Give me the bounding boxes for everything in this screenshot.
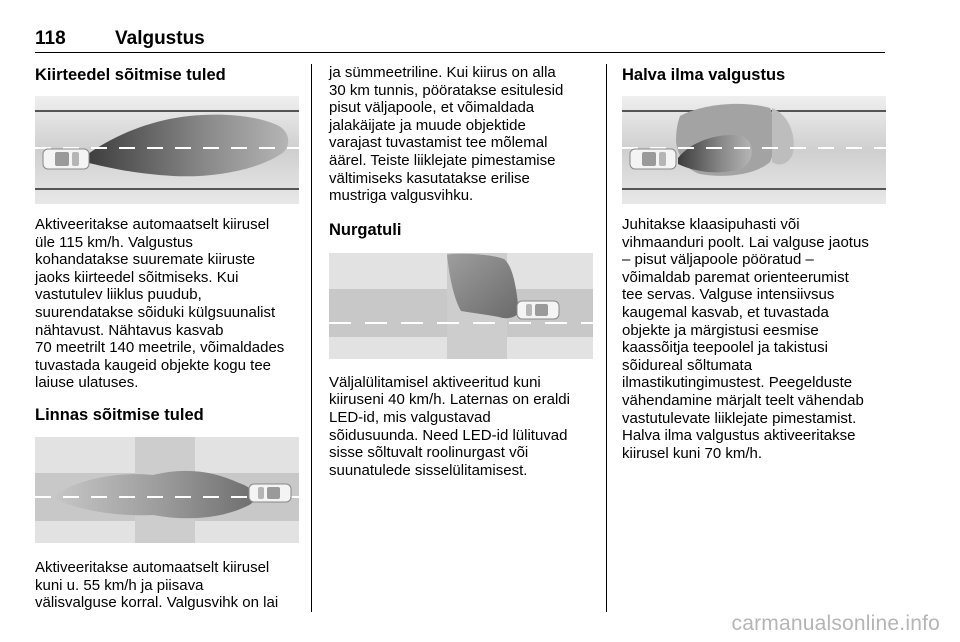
city-lights-text: Aktiveeritakse automaatselt kiirusel kuni u. 55 km/h ja piisava välisvalguse korral. Valgusvihk on lai — [35, 558, 279, 612]
column-3 — [622, 64, 890, 462]
page-header — [35, 28, 885, 53]
car-icon — [249, 484, 291, 502]
heading-bad-weather-light: Halva ilma valgustus — [622, 66, 786, 84]
car-icon — [517, 301, 559, 319]
column-divider-1 — [311, 64, 312, 612]
car-icon — [630, 149, 676, 169]
watermark: carmanualsonline.info — [731, 612, 940, 635]
cornering-light-illustration — [329, 253, 593, 359]
heading-city-lights: Linnas sõitmise tuled — [35, 405, 204, 424]
motorway-lights-text: Aktiveeritakse automaatselt kiirusel üle 115 km/h. Valgustus kohandatakse suuremate kiiruste jaoks kiirteedel sõitmiseks. Kui vastutulev liiklus puudub, suurendatakse sõiduki külgsuunalist nähtavust. Nähtavus kasvab 70 meetrilt 140 meetrile, võimaldades tuvastada kaugeid objekte kogu tee laiuse ulatuses. — [35, 216, 285, 392]
cornering-light-text: Väljalülitamisel aktiveeritud kuni kiiruseni 40 km/h. Laternas on eraldi LED-id, mis valgustavad sõidusuunda. Need LED-id lülituvad sisse sõltuvalt roolinurgast või suunatulede sisselülitamisest. — [329, 373, 570, 479]
car-icon — [43, 149, 89, 169]
city-light-illustration — [35, 437, 299, 543]
heading-motorway-lights: Kiirteedel sõitmise tuled — [35, 66, 226, 84]
page-number: 118 — [35, 28, 66, 49]
column-1 — [35, 64, 300, 612]
bad-weather-light-illustration — [622, 96, 886, 204]
city-lights-text-continued: ja sümmeetriline. Kui kiirus on alla 30 km tunnis, pööratakse esitulesid pisut väljapoole, et võimaldada jalakäijate ja muude objektide varajast tuvastamist tee mõlemal äärel. Teiste liiklejate pimestamise vältimiseks kasutatakse erilise mustriga valgusvihku. — [329, 64, 564, 205]
heading-cornering-light: Nurgatuli — [329, 220, 402, 239]
column-2 — [329, 64, 594, 479]
motorway-light-illustration — [35, 96, 299, 204]
bad-weather-light-text: Juhitakse klaasipuhasti või vihmaanduri poolt. Lai valguse jaotus – pisut väljapoole pööratud – võimaldab paremat orienteerumist tee servas. Valguse intensiivsus kaugemal kasvab, et tuvastada objekte ja märgistusi eesmise kaassõitja teepoolel ja takistusi sõidureal sõltumata ilmastikutingimustest. Peegelduste vähendamine märjalt teelt vähendab vastutulevate liiklejate pimestamist. Halva ilma valgustus aktiveeritakse kiirusel kuni 70 km/h. — [622, 216, 869, 462]
section-title: Valgustus — [115, 28, 205, 49]
column-divider-2 — [606, 64, 607, 612]
